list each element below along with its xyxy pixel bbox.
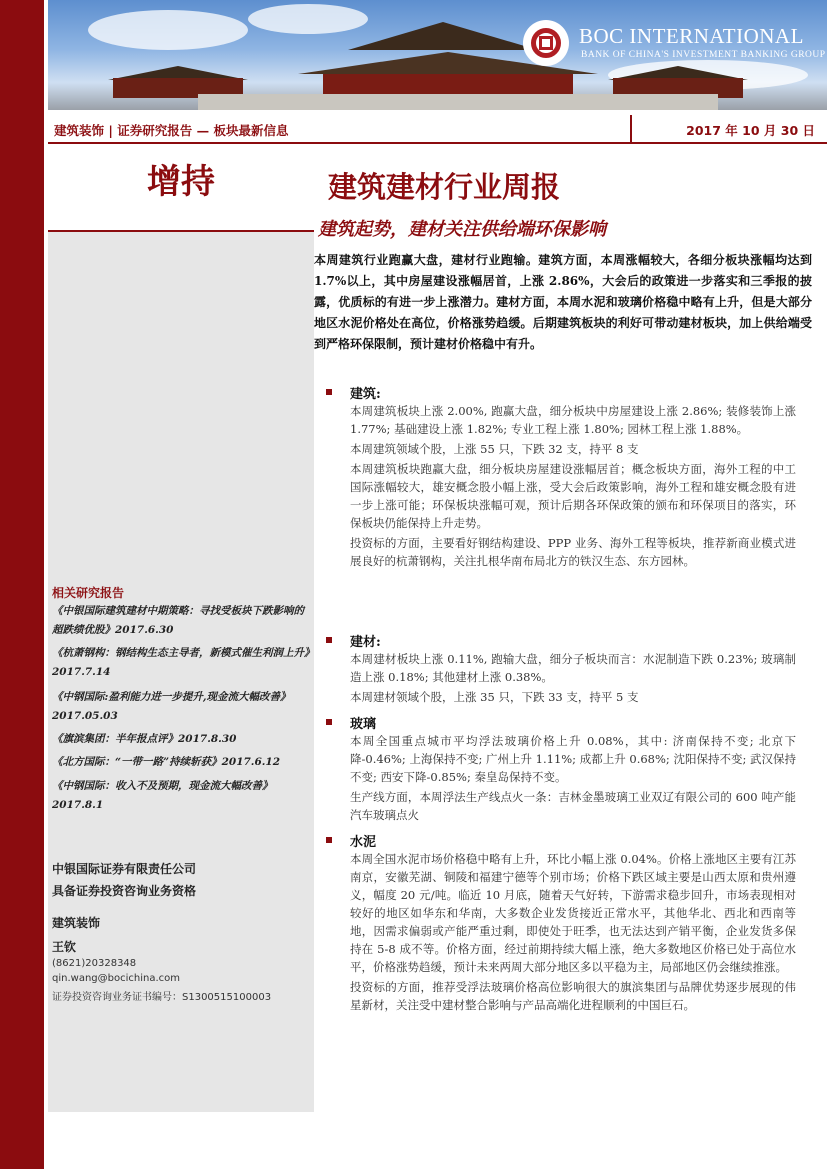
section-paragraph: 本周建材领域个股，上涨 35 只，下跌 33 支，持平 5 支	[350, 690, 639, 704]
section-paragraph: 本周建材板块上涨 0.11%, 跑输大盘，细分子板块而言：水泥制造下跌 0.23%; 玻璃制造上涨 0.18%; 其他建材上涨 0.38%。	[350, 652, 796, 684]
bullet-icon	[326, 837, 332, 843]
brand-name: BOC INTERNATIONAL	[579, 24, 804, 48]
related-report-item: 《中钢国际:盈利能力进一步提升,现金流大幅改善》2017.05.03	[52, 691, 291, 722]
boc-logo-icon	[523, 20, 569, 66]
section-heading: 水泥	[350, 834, 377, 850]
summary-paragraph: 本周建筑行业跑赢大盘，建材行业跑输。建筑方面，本周涨幅较大，各细分板块涨幅均达到 1.7%以上，其中房屋建设涨幅居首，上涨 2.86%，大会后的政策进一步落实和三季报的披露，优质标的有进一步上涨潜力。建材方面，本周水泥和玻璃价格稳中略有上升，但是大部分地区水泥价格处在高位，价格涨势趋缓。后期建筑板块的利好可带动建材板块，加上供给端受到严格环保限制，预计建材价格稳中有升。	[314, 253, 812, 351]
section-paragraph: 投资标的方面，推荐受浮法玻璃价格高位影响很大的旗滨集团与品牌优势逐步展现的伟星新材，关注受中建材整合影响与产品高端化进程顺利的中国巨石。	[350, 980, 796, 1012]
related-report-item: 《北方国际：“一带一路”持续斩获》2017.6.12	[52, 756, 281, 768]
header-banner-image	[48, 0, 827, 110]
company-name: 中银国际证券有限责任公司	[52, 862, 197, 876]
section-paragraph: 本周全国水泥市场价格稳中略有上升，环比小幅上涨 0.04%。价格上涨地区主要有江苏南京，安徽芜湖、铜陵和福建宁德等个别市场；价格下跌区域主要是山西太原和贵州遵义，幅度 20 元/吨。临近 10 月底，随着天气好转，下游需求稳步回升，市场表现相对较好的地区如华东和华南，大多数企业发货接近正常水平，其他华北、西北和西南等地，因需求偏弱或产能严重过剩，即使处于旺季，也无法达到产销平衡，企业发货多保持在 5-8 成不等。价格方面，经过前期持续大幅上涨，绝大多数地区价格已处于高位水平，价格涨势趋缓，预计未来两周大部分地区多以平稳为主，局部地区仍会继续推涨。	[350, 852, 796, 974]
company-info	[52, 858, 196, 902]
analyst-license: 证券投资咨询业务证书编号：S1300515100003	[52, 992, 272, 1003]
related-report-item: 《旗滨集团：半年报点评》2017.8.30	[52, 733, 237, 745]
bullet-icon	[326, 637, 332, 643]
analyst-email[interactable]: qin.wang@bocichina.com	[52, 973, 180, 984]
bullet-icon	[326, 719, 332, 725]
company-qualification: 具备证券投资咨询业务资格	[52, 884, 197, 898]
report-date: 2017 年 10 月 30 日	[686, 123, 815, 138]
section-paragraph: 本周全国重点城市平均浮法玻璃价格上升 0.08%，其中: 济南保持不变; 北京下降-0.46%; 上海保持不变; 广州上升 1.11%; 成都上升 0.68%; 沈阳保持不变; 武汉保持不变; 西安下降-0.85%; 秦皇岛保持不变。	[350, 734, 796, 784]
section-cement	[326, 830, 796, 1016]
section-paragraph: 本周建筑领域个股，上涨 55 只，下跌 32 支，持平 8 支	[350, 442, 639, 456]
page-title: 建筑建材行业周报	[328, 170, 561, 204]
related-report-item: 《中钢国际：收入不及预期，现金流大幅改善》2017.8.1	[52, 780, 273, 811]
related-report-item: 《中银国际建筑建材中期策略：寻找受板块下跌影响的超跌绩优股》2017.6.30	[52, 605, 304, 636]
rating-box	[48, 146, 314, 230]
sector-label: 建筑装饰	[52, 916, 101, 930]
section-materials	[326, 630, 796, 708]
section-glass	[326, 712, 796, 826]
section-heading: 建材:	[350, 634, 381, 650]
page-subtitle: 建筑起势，建材关注供给端环保影响	[318, 219, 606, 240]
analyst-name: 王钦	[52, 940, 77, 954]
analyst-phone: (8621)20328348	[52, 958, 137, 969]
section-heading: 玻璃	[350, 716, 377, 732]
section-construction	[326, 382, 796, 572]
rating: 增持	[147, 162, 215, 202]
related-reports-heading: 相关研究报告	[52, 586, 125, 600]
section-paragraph: 生产线方面，本周浮法生产线点火一条：吉林金墨玻璃工业双辽有限公司的 600 吨产能汽车玻璃点火	[350, 790, 796, 822]
report-header	[48, 115, 827, 143]
brand-tagline: BANK OF CHINA'S INVESTMENT BANKING GROUP	[581, 50, 826, 60]
section-paragraph: 本周建筑板块跑赢大盘，细分板块房屋建设涨幅居首；概念板块方面，海外工程的中工国际涨幅较大，雄安概念股小幅上涨，受大会后政策影响，海外工程和雄安概念股有进一步上涨可能；环保板块涨幅可观，预计后期各环保政策的颁布和环保项目的落实，环保板块仍能保持上升走势。	[350, 462, 796, 530]
bullet-icon	[326, 389, 332, 395]
boc-logo	[523, 20, 826, 70]
section-paragraph: 投资标的方面，主要看好钢结构建设、PPP 业务、海外工程等板块，推荐新商业模式进展良好的杭萧钢构，关注扎根华南布局北方的铁汉生态、东方园林。	[350, 536, 796, 568]
section-paragraph: 本周建筑板块上涨 2.00%, 跑赢大盘，细分板块中房屋建设上涨 2.86%; 装修装饰上涨 1.77%; 基础建设上涨 1.82%; 专业工程上涨 1.80%; 园林工程上涨 1.88%。	[350, 404, 796, 436]
related-report-item: 《杭萧钢构：钢结构生态主导者，新模式催生利润上升》2017.7.14	[52, 647, 310, 678]
report-category: 建筑装饰 | 证券研究报告 — 板块最新信息	[54, 123, 289, 138]
left-red-bar	[0, 0, 44, 1169]
section-heading: 建筑:	[350, 386, 381, 402]
